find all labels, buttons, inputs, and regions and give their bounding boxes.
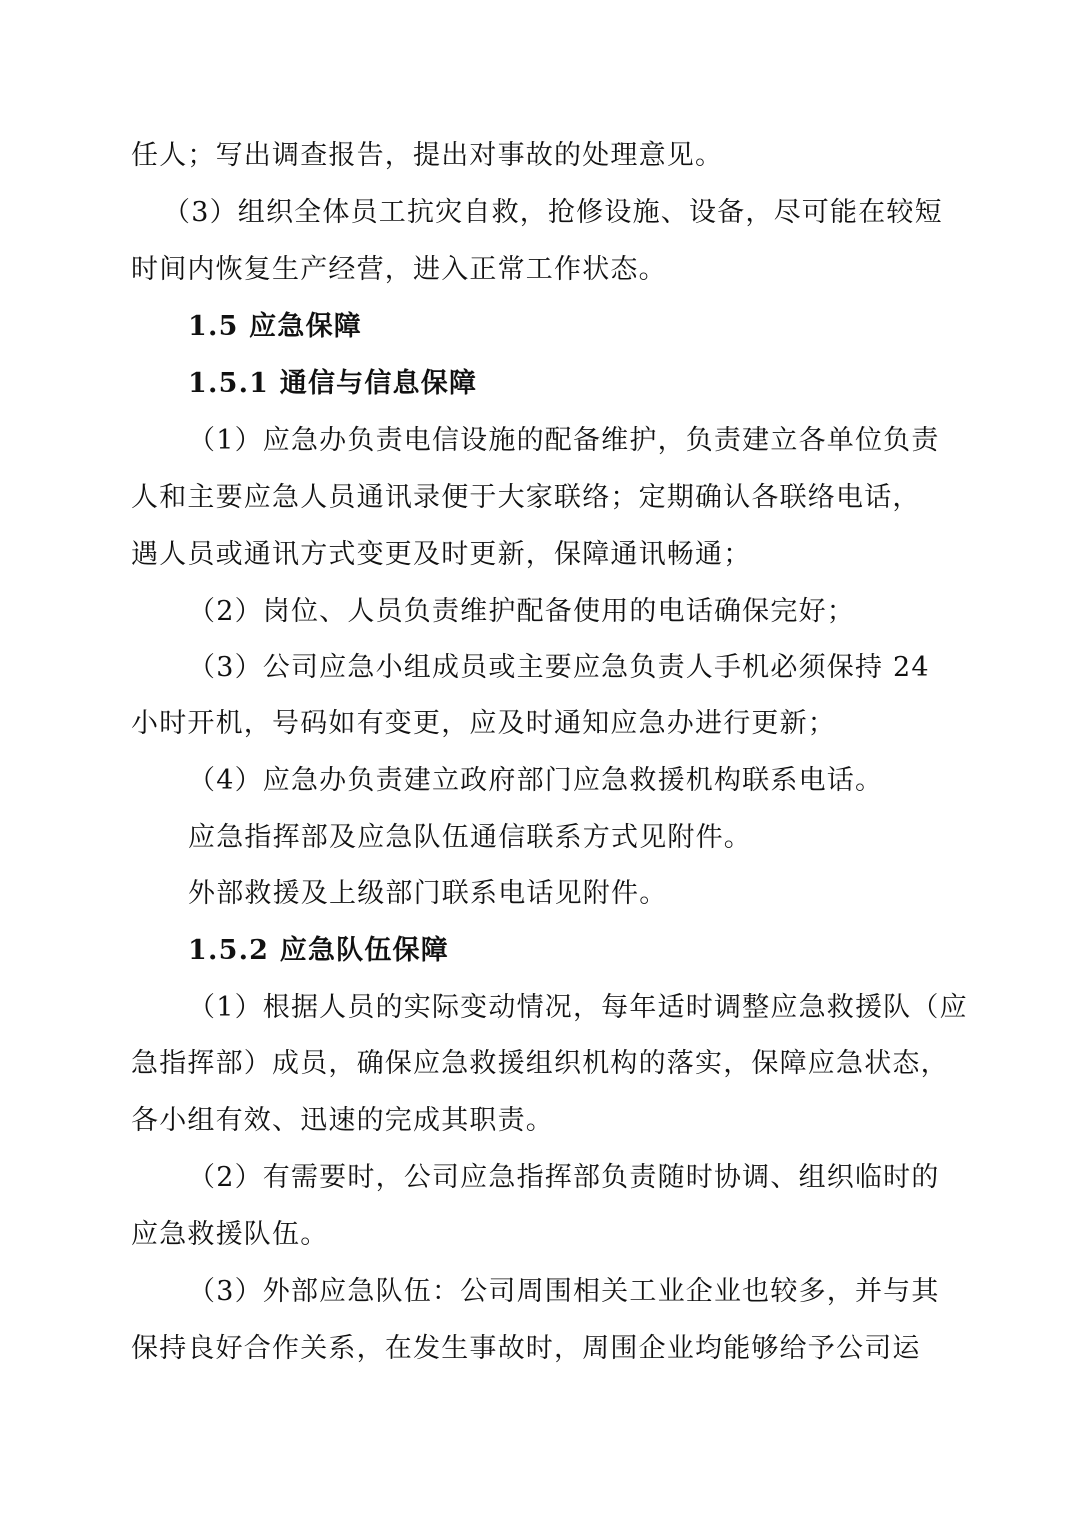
text-line: 时间内恢复生产经营，进入正常工作状态。 bbox=[131, 254, 667, 285]
text-line: （2）岗位、人员负责维护配备使用的电话确保完好； bbox=[188, 596, 855, 627]
text-line: 应急指挥部及应急队伍通信联系方式见附件。 bbox=[188, 822, 752, 853]
text-line: （3）外部应急队伍：公司周围相关工业企业也较多，并与其 bbox=[188, 1276, 940, 1307]
text-line: （4）应急办负责建立政府部门应急救援机构联系电话。 bbox=[188, 765, 884, 796]
section-heading: 1.5 应急保障 bbox=[188, 311, 362, 342]
text-line: 各小组有效、迅速的完成其职责。 bbox=[131, 1105, 554, 1136]
text-line: （1）应急办负责电信设施的配备维护，负责建立各单位负责 bbox=[188, 425, 940, 456]
subsection-heading: 1.5.1 通信与信息保障 bbox=[188, 368, 478, 399]
text-line: 遇人员或通讯方式变更及时更新，保障通讯畅通； bbox=[131, 539, 752, 570]
text-line: （3）公司应急小组成员或主要应急负责人手机必须保持 24 bbox=[188, 652, 930, 683]
text-line: （2）有需要时，公司应急指挥部负责随时协调、组织临时的 bbox=[188, 1162, 940, 1193]
text-line: 急指挥部）成员，确保应急救援组织机构的落实，保障应急状态， bbox=[131, 1048, 949, 1079]
text-line: 保持良好合作关系，在发生事故时，周围企业均能够给予公司运 bbox=[131, 1333, 921, 1364]
text-line: 人和主要应急人员通讯录便于大家联络；定期确认各联络电话， bbox=[131, 482, 921, 513]
text-line: 外部救援及上级部门联系电话见附件。 bbox=[188, 878, 668, 909]
text-line: 小时开机，号码如有变更，应及时通知应急办进行更新； bbox=[131, 708, 836, 739]
text-line: （3）组织全体员工抗灾自救，抢修设施、设备，尽可能在较短 bbox=[163, 197, 943, 228]
subsection-heading: 1.5.2 应急队伍保障 bbox=[188, 935, 449, 966]
text-line: 任人；写出调查报告，提出对事故的处理意见。 bbox=[131, 140, 724, 171]
text-line: （1）根据人员的实际变动情况，每年适时调整应急救援队（应 bbox=[188, 992, 968, 1023]
text-line: 应急救援队伍。 bbox=[131, 1219, 329, 1250]
